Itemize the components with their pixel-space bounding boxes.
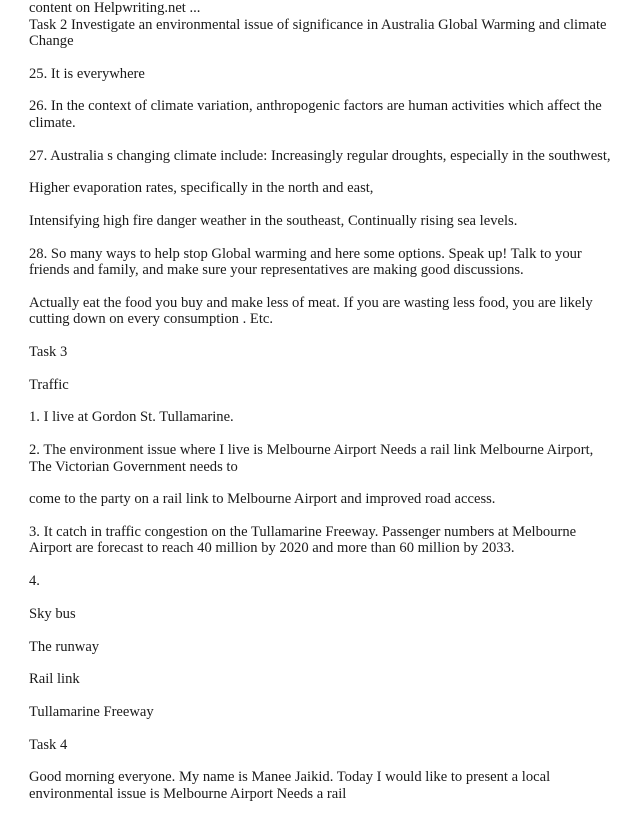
paragraph: 27. Australia s changing climate include: Increasingly regular droughts, especially in the southwest, <box>29 147 611 164</box>
task-2-heading: Task 2 Investigate an environmental issue of significance in Australia Global Warming and climate Change <box>29 16 607 49</box>
task-3-heading: Task 3 <box>29 344 68 360</box>
list-item: The runway <box>29 638 100 655</box>
paragraph: come to the party on a rail link to Melbourne Airport and improved road access. <box>29 491 496 508</box>
source-note: content on Helpwriting.net ... <box>29 0 201 16</box>
paragraph: 1. I live at Gordon St. Tullamarine. <box>29 409 234 426</box>
list-item: Rail link <box>29 671 80 688</box>
paragraph: Traffic <box>29 376 69 393</box>
paragraph: 26. In the context of climate variation, anthropogenic factors are human activities which affect the climate. <box>29 98 602 131</box>
paragraph: 2. The environment issue where I live is Melbourne Airport Needs a rail link Melbourne Airport, The Victorian Government needs to <box>29 442 594 475</box>
paragraph: 28. So many ways to help stop Global warming and here some options. Speak up! Talk to your friends and family, and make sure your representatives are making good discussions. <box>29 245 582 279</box>
paragraph: Good morning everyone. My name is Manee Jaikid. Today I would like to present a local environmental issue is Melbourne Airport Needs a rail <box>29 769 551 802</box>
paragraph: 4. <box>29 573 40 590</box>
document-body <box>29 0 619 818</box>
task-4-heading: Task 4 <box>29 736 68 753</box>
paragraph: Higher evaporation rates, specifically in the north and east, <box>29 180 374 197</box>
paragraph: 25. It is everywhere <box>29 65 145 82</box>
paragraph: 3. It catch in traffic congestion on the Tullamarine Freeway. Passenger numbers at Melbourne Airport are forecast to reach 40 million by 2020 and more than 60 million by 2033. <box>29 523 577 557</box>
list-item: Tullamarine Freeway <box>29 703 154 720</box>
paragraph: Intensifying high fire danger weather in the southeast, Continually rising sea levels. <box>29 212 518 229</box>
list-item: Sky bus <box>29 605 76 622</box>
paragraph: Actually eat the food you buy and make less of meat. If you are wasting less food, you are likely cutting down on every consumption . Etc. <box>29 294 593 328</box>
